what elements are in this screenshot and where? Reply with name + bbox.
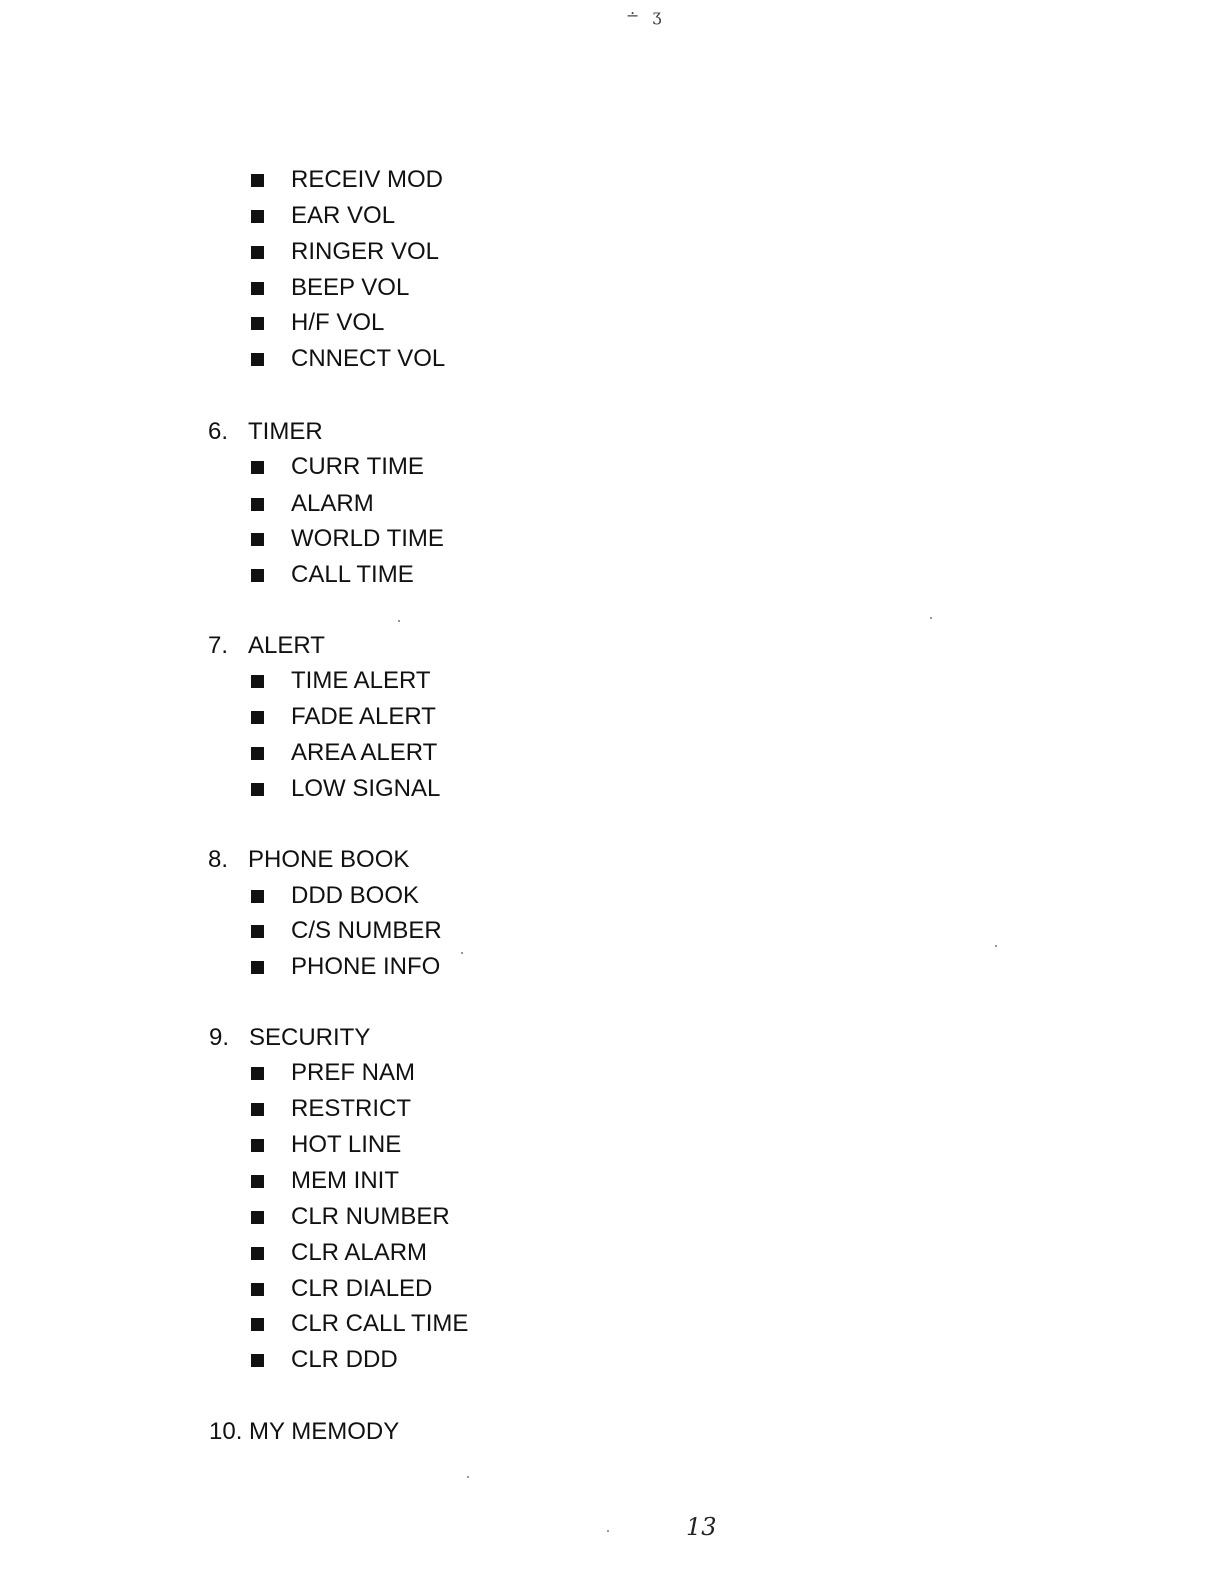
list-item [251,166,443,194]
list-item [251,1310,468,1338]
scan-speck [995,945,997,947]
bullet-square-icon [251,461,264,474]
bullet-square-icon [251,174,264,187]
section-heading-my-memody [209,1418,399,1446]
page-number: 13 [686,1513,717,1541]
list-item [251,1346,398,1374]
section-title: PHONE BOOK [248,846,410,873]
bullet-square-icon [251,1103,264,1116]
list-item [251,953,440,981]
list-item-label: MEM INIT [291,1167,399,1194]
list-item-label: ALARM [291,490,374,517]
bullet-square-icon [251,1283,264,1296]
list-item [251,345,445,373]
list-item [251,490,374,518]
section-number: 6. [208,418,229,445]
header-mark: ∸ ʒ [626,6,666,25]
list-item-label: CNNECT VOL [291,345,446,372]
bullet-square-icon [251,1318,264,1331]
section-title: SECURITY [249,1024,371,1051]
bullet-square-icon [251,1247,264,1260]
bullet-square-icon [251,1139,264,1152]
bullet-square-icon [251,533,264,546]
section-number: 7. [208,632,229,659]
bullet-square-icon [251,569,264,582]
bullet-square-icon [251,1354,264,1367]
list-item-label: H/F VOL [291,309,385,336]
list-item [251,739,437,767]
list-item [251,561,414,589]
bullet-square-icon [251,1067,264,1080]
section-heading-phone-book [208,846,409,874]
section-title: MY MEMODY [249,1418,400,1445]
list-item [251,1203,450,1231]
list-item-label: WORLD TIME [291,525,444,552]
list-item-label: AREA ALERT [291,739,438,766]
list-item [251,1059,415,1087]
scan-speck [461,952,463,954]
list-item [251,882,419,910]
list-item-label: PHONE INFO [291,953,441,980]
list-item-label: CLR DDD [291,1346,398,1373]
list-item [251,202,395,230]
bullet-square-icon [251,282,264,295]
list-item-label: LOW SIGNAL [291,775,441,802]
list-item-label: CLR NUMBER [291,1203,450,1230]
list-item-label: TIME ALERT [291,667,431,694]
list-item [251,703,436,731]
list-item [251,1239,427,1267]
bullet-square-icon [251,961,264,974]
bullet-square-icon [251,783,264,796]
bullet-square-icon [251,1211,264,1224]
list-item-label: EAR VOL [291,202,396,229]
list-item-label: FADE ALERT [291,703,436,730]
list-item-label: CLR ALARM [291,1239,428,1266]
list-item-label: CLR DIALED [291,1275,433,1302]
list-item-label: RINGER VOL [291,238,440,265]
scan-speck [607,1530,609,1532]
list-item [251,1095,411,1123]
list-item-label: PREF NAM [291,1059,416,1086]
list-item-label: C/S NUMBER [291,917,442,944]
list-item [251,238,439,266]
section-number: 8. [208,846,229,873]
list-item-label: CALL TIME [291,561,414,588]
section-number: 10. [209,1418,243,1445]
list-item-label: RECEIV MOD [291,166,444,193]
list-item [251,775,440,803]
section-heading-timer [208,418,323,446]
bullet-square-icon [251,317,264,330]
list-item [251,453,424,481]
bullet-square-icon [251,1175,264,1188]
list-item [251,1131,401,1159]
list-item-label: CLR CALL TIME [291,1310,469,1337]
bullet-square-icon [251,747,264,760]
list-item [251,274,409,302]
bullet-square-icon [251,246,264,259]
list-item [251,667,431,695]
bullet-square-icon [251,925,264,938]
list-item-label: CURR TIME [291,453,424,480]
bullet-square-icon [251,711,264,724]
section-title: ALERT [248,632,325,659]
section-title: TIMER [248,418,323,445]
scan-speck [398,620,400,622]
scan-speck [467,1476,469,1478]
list-item-label: RESTRICT [291,1095,411,1122]
list-item [251,525,444,553]
list-item [251,309,384,337]
list-item-label: HOT LINE [291,1131,402,1158]
bullet-square-icon [251,210,264,223]
list-item [251,1167,399,1195]
section-heading-security [209,1024,370,1052]
list-item-label: DDD BOOK [291,882,420,909]
list-item [251,1275,432,1303]
section-heading-alert [208,632,325,660]
section-number: 9. [209,1024,230,1051]
bullet-square-icon [251,353,264,366]
scan-speck [930,617,932,619]
bullet-square-icon [251,498,264,511]
bullet-square-icon [251,675,264,688]
list-item [251,917,442,945]
list-item-label: BEEP VOL [291,274,410,301]
bullet-square-icon [251,890,264,903]
